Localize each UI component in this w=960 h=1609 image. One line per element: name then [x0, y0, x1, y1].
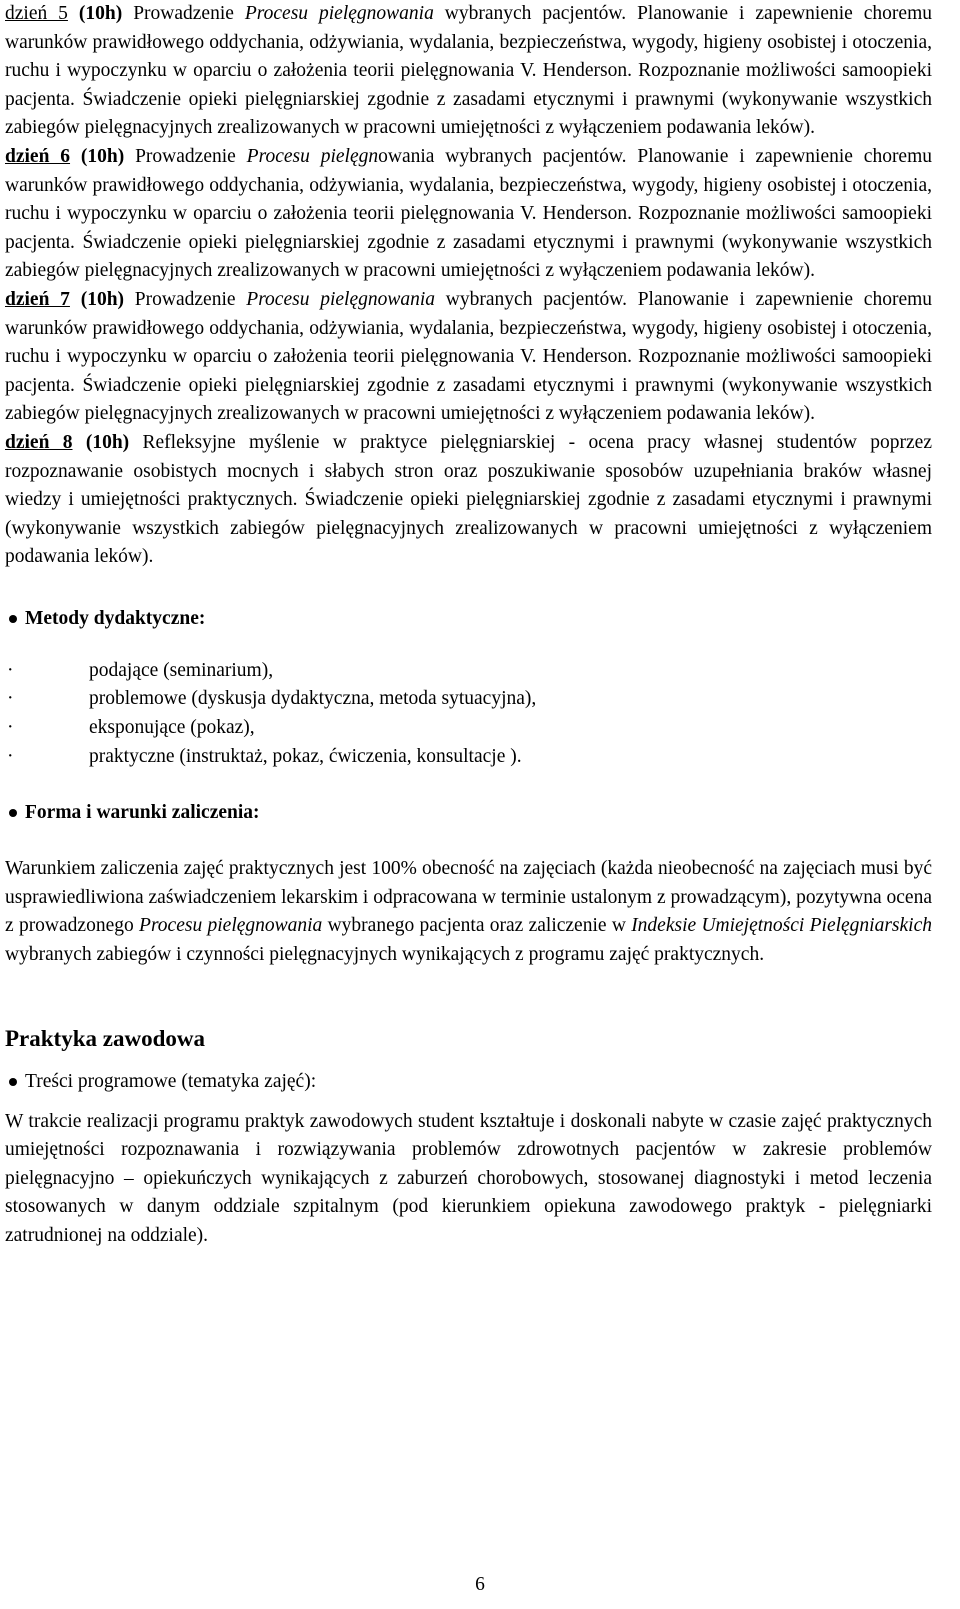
day-6-text-after: owania wybranych pacjentów. Planowanie i zapewnienie choremu warunków prawidłowego oddychania, odżywiania, wydalania, bezpieczeństwa, wygody, higieny osobistej i otoczenia, ruchu i wypoczynku w oparciu o założenia teorii pielęgnowania V. Henderson. Rozpoznanie możliwości samoopieki pacjenta. Świadczenie opieki pielęgniarskiej zgodnie z zasadami etycznymi i prawnymi (wykonywanie wszystkich zabiegów pielęgnacyjnych zrealizowanych w pracowni umiejętności z wyłączeniem podawania leków).	[5, 145, 933, 282]
day-6-hours: (10h)	[80, 145, 125, 167]
praktyka-paragraph: W trakcie realizacji programu praktyk zawodowych student kształtuje i doskonali nabyte w czasie zajęć praktycznych umiejętności rozpoznawania i rozwiązywania problemów zdrowotnych pacjentów w zakresie problemów pielęgnacyjno – opiekuńczych wynikających z zaburzeń chorobowych, stosowanej diagnostyki i metod leczenia stosowanych w danym oddziale szpitalnym (pod kierunkiem opiekuna zawodowego praktyk - pielęgniarki zatrudnionej na oddziale).	[5, 1110, 932, 1246]
day-7-text-after: wybranych pacjentów. Planowanie i zapewnienie choremu warunków prawidłowego oddychania, odżywiania, wydalania, bezpieczeństwa, wygody, higieny osobistej i otoczenia, ruchu i wypoczynku w oparciu o założenia teorii pielęgnowania V. Henderson. Rozpoznanie możliwości samoopieki pacjenta. Świadczenie opieki pielęgniarskiej zgodnie z zasadami etycznymi i prawnymi (wykonywanie wszystkich zabiegów pielęgnacyjnych zrealizowanych w pracowni umiejętności z wyłączeniem podawania leków).	[5, 288, 933, 425]
day-8-text-before: Refleksyjne myślenie w praktyce pielęgniarskiej - ocena pracy własnej studentów poprzez rozpoznawanie osobistych mocnych i słabych stron oraz poszukiwanie sposobów uzupełniania braków własnej wiedzy i umiejętności praktycznych. Świadczenie opieki pielęgniarskiej zgodnie z zasadami etycznymi i prawnymi (wykonywanie wszystkich zabiegów pielęgnacyjnych zrealizowanych w pracowni umiejętności z wyłączeniem podawania leków).	[5, 431, 932, 568]
day-7-text-before: Prowadzenie	[124, 288, 247, 310]
method-item-text: podające (seminarium),	[89, 659, 274, 681]
day-6-text-before: Prowadzenie	[124, 145, 247, 167]
day-8-label: dzień 8	[5, 431, 73, 453]
list-marker: ·	[7, 745, 14, 767]
day-5-hours: (10h)	[78, 3, 123, 24]
assessment-italic-1: Procesu pielęgnowania	[139, 915, 323, 937]
bullet-icon	[9, 1078, 17, 1086]
assessment-text-3: wybranych zabiegów i czynności pielęgnacyjnych wynikających z programu zajęć praktycznych.	[5, 944, 765, 966]
day-6-italic: Procesu pielęgn	[246, 145, 379, 167]
day-7-label: dzień 7	[5, 288, 70, 310]
assessment-heading	[5, 799, 932, 827]
day-5-text-before: Prowadzenie	[122, 3, 245, 24]
day-6-paragraph	[5, 143, 932, 286]
list-item	[5, 743, 932, 772]
list-item	[5, 657, 932, 686]
list-item	[5, 685, 932, 714]
methods-heading-text: Metody dydaktyczne:	[25, 607, 206, 629]
praktyka-subheading-text: Treści programowe (tematyka zajęć):	[25, 1070, 317, 1092]
assessment-text-2: wybranego pacjenta oraz zaliczenie w	[322, 915, 632, 937]
methods-list	[5, 657, 932, 771]
methods-heading	[5, 605, 932, 633]
assessment-text-1: Warunkiem zaliczenia zajęć praktycznych jest 100% obecność na zajęciach (każda nieobecność na zajęciach musi być usprawiedliwiona zaświadczeniem lekarskim i odpracowana w terminie ustalonym z prowadzącym), pozytywna ocena z prowadzonego	[5, 858, 932, 937]
day-8-paragraph	[5, 429, 932, 572]
page-number: 6	[475, 1574, 485, 1595]
method-item-text: eksponujące (pokaz),	[89, 717, 255, 739]
day-7-paragraph	[5, 286, 932, 429]
assessment-paragraph	[5, 855, 932, 969]
praktyka-subheading	[5, 1068, 932, 1096]
method-item-text: praktyczne (instruktaż, pokaz, ćwiczenia, konsultacje ).	[89, 745, 522, 767]
list-marker: ·	[7, 717, 14, 739]
assessment-italic-2: Indeksie Umiejętności Pielęgniarskich	[631, 915, 932, 937]
day-7-hours: (10h)	[80, 288, 125, 310]
day-5-text-after: wybranych pacjentów. Planowanie i zapewnienie choremu warunków prawidłowego oddychania, odżywiania, wydalania, bezpieczeństwa, wygody, higieny osobistej i otoczenia, ruchu i wypoczynku w oparciu o założenia teorii pielęgnowania V. Henderson. Rozpoznanie możliwości samoopieki pacjenta. Świadczenie opieki pielęgniarskiej zgodnie z zasadami etycznymi i prawnymi (wykonywanie wszystkich zabiegów pielęgnacyjnych zrealizowanych w pracowni umiejętności z wyłączeniem podawania leków).	[5, 3, 933, 139]
bullet-icon	[9, 615, 17, 623]
day-5-label: dzień 5	[5, 3, 68, 24]
day-5-italic: Procesu pielęgnowania	[244, 3, 434, 24]
list-marker: ·	[7, 688, 14, 710]
list-item	[5, 714, 932, 743]
method-item-text: problemowe (dyskusja dydaktyczna, metoda sytuacyjna),	[89, 688, 537, 710]
list-marker: ·	[7, 659, 14, 681]
assessment-heading-text: Forma i warunki zaliczenia:	[25, 802, 260, 824]
day-8-hours: (10h)	[85, 431, 130, 453]
section-title: Praktyka zawodowa	[5, 1025, 205, 1051]
day-6-label: dzień 6	[5, 145, 71, 167]
day-7-italic: Procesu pielęgnowania	[246, 288, 436, 310]
bullet-icon	[9, 809, 17, 817]
document-page	[5, 0, 932, 1251]
day-5-paragraph	[5, 0, 932, 143]
